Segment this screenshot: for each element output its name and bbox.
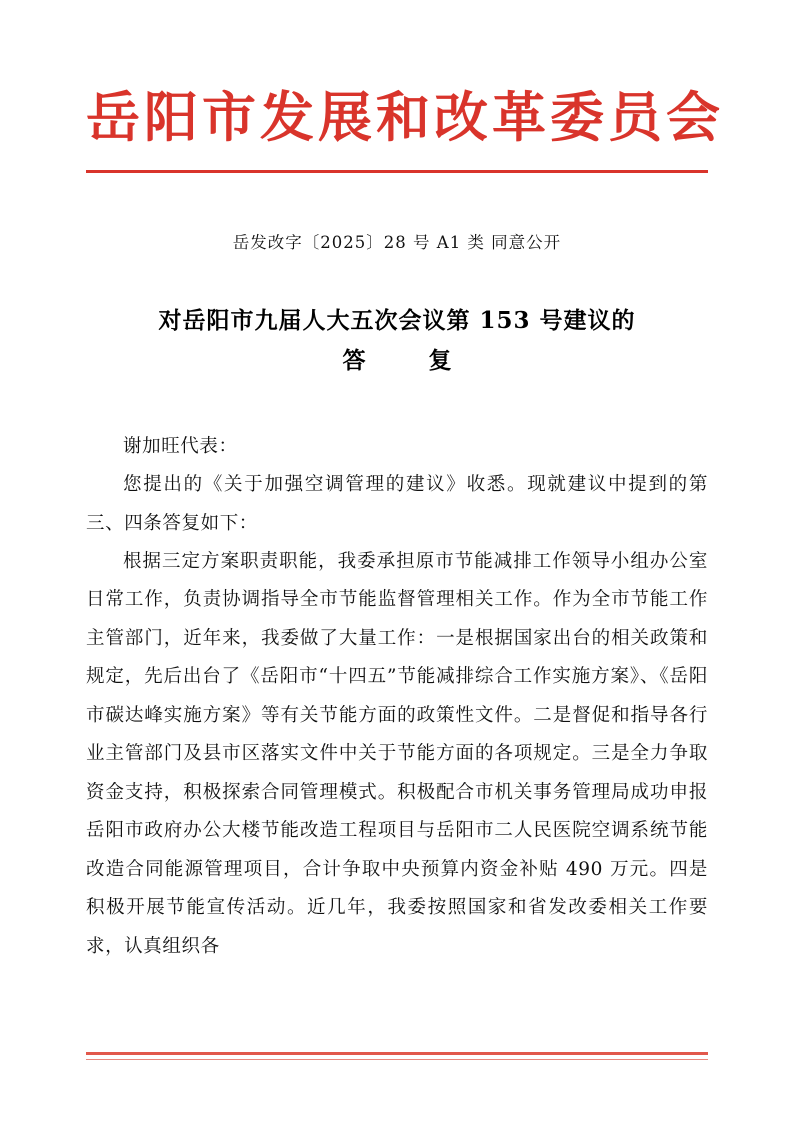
masthead-divider	[86, 170, 708, 173]
document-number: 岳发改字〔2025〕28 号 A1 类 同意公开	[232, 233, 562, 253]
body-paragraph: 您提出的《关于加强空调管理的建议》收悉。现就建议中提到的第三、四条答复如下：	[86, 474, 708, 534]
body-paragraph: 根据三定方案职责职能，我委承担原市节能减排工作领导小组办公室日常工作，负责协调指导全市节能监督管理相关工作。作为全市节能工作主管部门，近年来，我委做了大量工作：一是根据国家出台的相关政策和规定，先后出台了《岳阳市“十四五”节能减排综合工作实施方案》、《岳阳市碳达峰实施方案》等有关节能方面的政策性文件。二是督促和指导各行业主管部门及县市区落实文件中关于节能方面的各项规定。三是全力争取资金支持，积极探索合同管理模式。积极配合市机关事务管理局成功申报岳阳市政府办公大楼节能改造工程项目与岳阳市二人民医院空调系统节能改造合同能源管理项目，合计争取中央预算内资金补贴 490 万元。四是积极开展节能宣传活动。近几年，我委按照国家和省发改委相关工作要求，认真组织各	[86, 551, 708, 957]
page-title-line-1: 对岳阳市九届人大五次会议第 153 号建议的	[158, 307, 636, 335]
masthead	[86, 0, 724, 173]
footer-rule-thin	[86, 1059, 708, 1061]
page-title	[86, 301, 708, 382]
page-title-line-2: 答 复	[342, 347, 472, 375]
salutation: 谢加旺代表：	[123, 435, 238, 457]
footer-rule-thick	[86, 1052, 708, 1055]
issuing-organization: 岳阳市发展和改革委员会	[86, 85, 724, 149]
footer-divider	[86, 1052, 708, 1060]
document-body	[86, 428, 708, 967]
